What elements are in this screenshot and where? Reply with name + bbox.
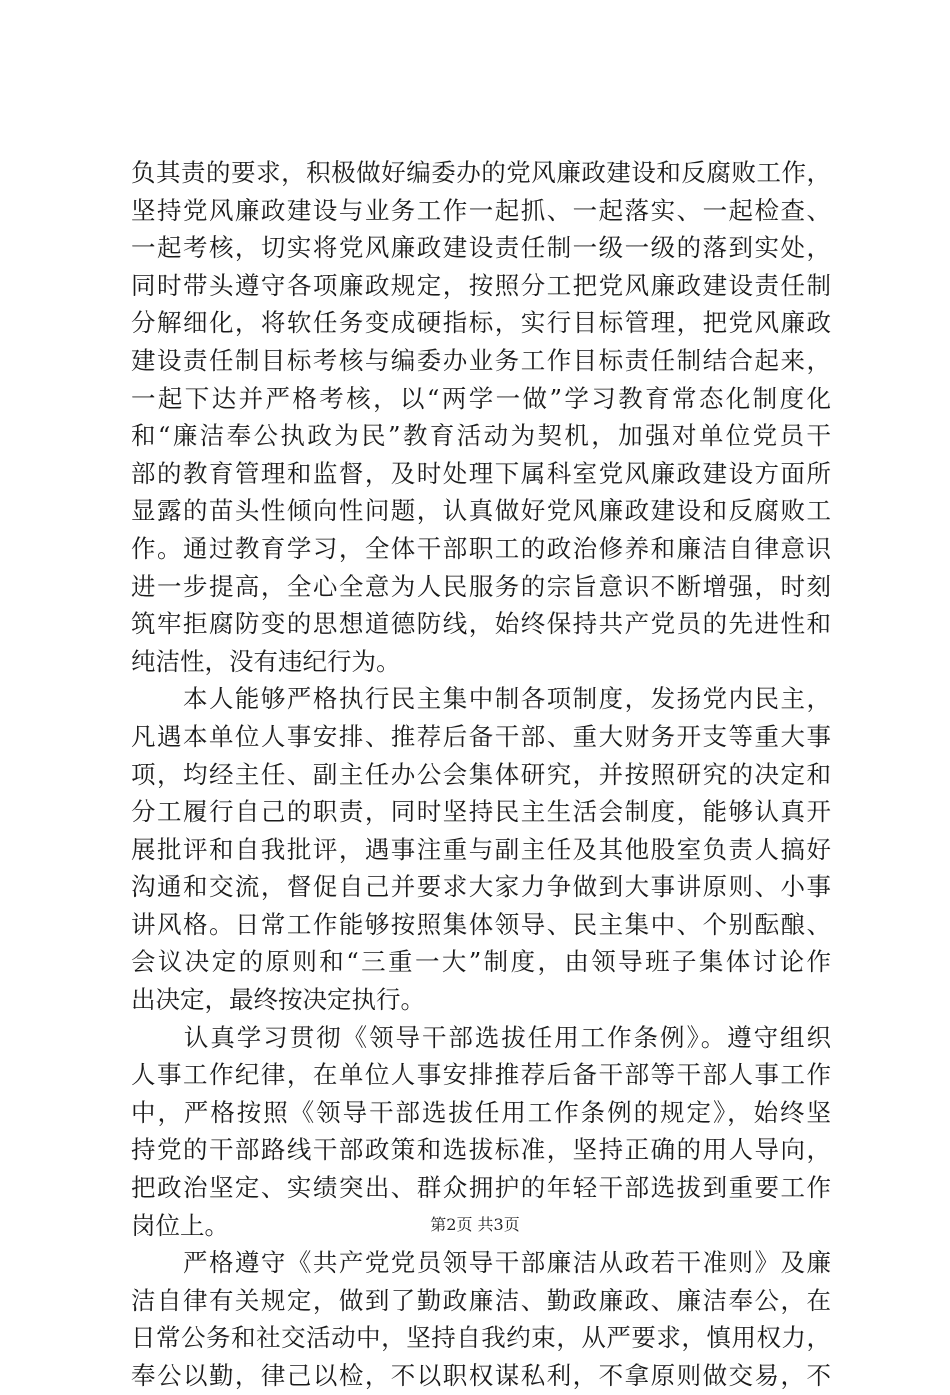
body-text (131, 154, 831, 1395)
text-line: 显露的苗头性倾向性问题，认真做好党风廉政建设和反腐败工 (131, 496, 831, 526)
text-line: 出决定，最终按决定执行。 (131, 985, 425, 1015)
text-line: 本人能够严格执行民主集中制各项制度，发扬党内民主， (131, 684, 831, 714)
text-line: 建设责任制目标考核与编委办业务工作目标责任制结合起来， (131, 345, 831, 375)
text-line: 奉公以勤，律己以检，不以职权谋私利，不拿原则做交易，不 (131, 1361, 831, 1390)
text-line: 部的教育管理和监督，及时处理下属科室党风廉政建设方面所 (131, 458, 831, 488)
text-line: 负其责的要求，积极做好编委办的党风廉政建设和反腐败工作， (131, 158, 831, 187)
text-line: 进一步提高，全心全意为人民服务的宗旨意识不断增强，时刻 (131, 571, 831, 601)
text-line: 人事工作纪律，在单位人事安排推荐后备干部等干部人事工作 (131, 1060, 831, 1090)
text-line: 分解细化，将软任务变成硬指标，实行目标管理，把党风廉政 (131, 308, 831, 338)
text-line: 筑牢拒腐防变的思想道德防线，始终保持共产党员的先进性和 (131, 609, 831, 639)
text-line: 和“廉洁奉公执政为民”教育活动为契机，加强对单位党员干 (131, 421, 831, 451)
page-footer: 第2页 共3页 (430, 1215, 520, 1234)
text-line: 一起下达并严格考核，以“两学一做”学习教育常态化制度化 (131, 383, 831, 413)
text-line: 坚持党风廉政建设与业务工作一起抓、一起落实、一起检查、 (131, 195, 831, 225)
text-line: 持党的干部路线干部政策和选拔标准，坚持正确的用人导向， (131, 1135, 831, 1165)
text-line: 把政治坚定、实绩突出、群众拥护的年轻干部选拔到重要工作 (131, 1173, 831, 1203)
text-line: 项，均经主任、副主任办公会集体研究，并按照研究的决定和 (131, 759, 831, 789)
text-line: 分工履行自己的职责，同时坚持民主生活会制度，能够认真开 (131, 797, 831, 827)
text-line: 会议决定的原则和“三重一大”制度，由领导班子集体讨论作 (131, 947, 831, 977)
text-line: 严格遵守《共产党党员领导干部廉洁从政若干准则》及廉 (131, 1248, 831, 1278)
text-line: 纯洁性，没有违纪行为。 (131, 646, 401, 676)
text-line: 一起考核，切实将党风廉政建设责任制一级一级的落到实处， (131, 233, 831, 263)
text-line: 岗位上。 (131, 1210, 229, 1240)
text-line: 展批评和自我批评，遇事注重与副主任及其他股室负责人搞好 (131, 834, 831, 864)
text-line: 洁自律有关规定，做到了勤政廉洁、勤政廉政、廉洁奉公，在 (131, 1285, 831, 1315)
text-line: 沟通和交流，督促自己并要求大家力争做到大事讲原则、小事 (131, 872, 831, 902)
text-line: 日常公务和社交活动中，坚持自我约束，从严要求，慎用权力， (131, 1323, 831, 1353)
text-line: 中，严格按照《领导干部选拔任用工作条例的规定》，始终坚 (131, 1097, 831, 1127)
text-line: 讲风格。日常工作能够按照集体领导、民主集中、个别酝酿、 (131, 909, 831, 939)
text-line: 同时带头遵守各项廉政规定，按照分工把党风廉政建设责任制 (131, 270, 831, 300)
text-line: 凡遇本单位人事安排、推荐后备干部、重大财务开支等重大事 (131, 721, 831, 751)
text-line: 作。通过教育学习，全体干部职工的政治修养和廉洁自律意识 (131, 533, 831, 563)
text-line: 认真学习贯彻《领导干部选拔任用工作条例》。遵守组织 (131, 1022, 831, 1052)
